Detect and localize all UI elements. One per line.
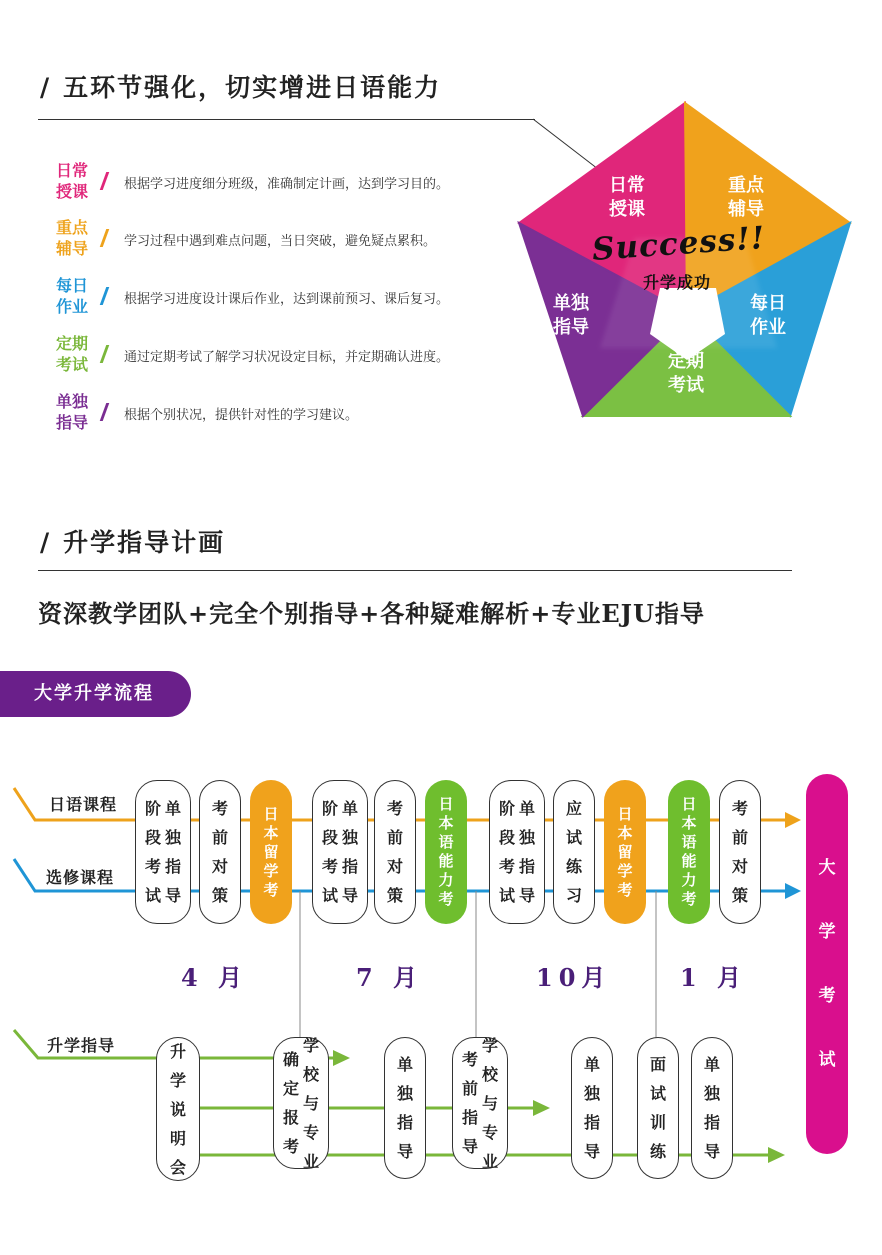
node-column	[165, 794, 181, 910]
node-char: 策	[386, 886, 403, 905]
row-label	[54, 275, 90, 317]
pentagon-label-line: 定期	[668, 351, 704, 372]
row-label	[54, 160, 90, 202]
month-label: 10月	[536, 963, 612, 992]
node-char: 专	[303, 1122, 320, 1142]
node-char: 独	[703, 1084, 720, 1103]
step-node	[691, 1037, 733, 1179]
node-char: 学	[617, 861, 633, 880]
node-char: 应	[565, 799, 582, 818]
track-label-japanese: 日语课程	[49, 795, 118, 814]
pentagon-label-line: 作业	[750, 317, 786, 338]
pentagon-label-line: 辅导	[728, 199, 764, 220]
node-char: 练	[649, 1142, 666, 1161]
node-char: 单	[703, 1055, 720, 1074]
row-label	[54, 391, 90, 433]
step-node	[312, 780, 368, 924]
track-arrow	[533, 1100, 550, 1116]
node-char: 明	[169, 1128, 186, 1148]
node-char: 学	[482, 1035, 499, 1055]
node-column	[584, 1050, 600, 1166]
node-char: 独	[396, 1084, 413, 1103]
node-char: 单	[342, 799, 359, 818]
node-char: 业	[303, 1151, 320, 1171]
university-exam-char: 考	[818, 986, 836, 1006]
node-char: 指	[703, 1113, 720, 1132]
node-char: 试	[649, 1084, 666, 1103]
row-label-line: 重点	[55, 218, 88, 237]
row-label-line: 指导	[55, 413, 88, 432]
node-char: 阶	[321, 799, 338, 818]
section1-divider	[38, 119, 535, 120]
node-char: 导	[461, 1137, 478, 1156]
node-char: 力	[681, 871, 697, 889]
node-column	[681, 795, 696, 909]
node-char: 对	[386, 857, 403, 876]
node-char: 单	[583, 1055, 600, 1074]
node-column	[283, 1045, 299, 1161]
node-char: 考	[438, 890, 454, 908]
node-char: 试	[321, 886, 338, 905]
node-char: 能	[438, 852, 454, 870]
row-text: 通过定期考试了解学习状况设定目标，并定期确认进度。	[124, 350, 450, 365]
node-column	[322, 794, 338, 910]
row-slash	[100, 345, 110, 363]
node-char: 导	[342, 886, 359, 905]
node-char: 日	[438, 795, 454, 813]
node-column	[519, 794, 535, 910]
node-char: 指	[342, 857, 359, 876]
exam-node	[425, 780, 467, 924]
pentagon-segment-label	[541, 292, 601, 340]
node-char: 导	[396, 1142, 413, 1161]
step-node	[489, 780, 545, 924]
node-char: 导	[519, 886, 536, 905]
success-script: Success!!	[590, 219, 767, 269]
pentagon-label-line: 每日	[750, 293, 786, 314]
node-char: 确	[282, 1050, 299, 1069]
flow-banner: 大学升学流程	[0, 671, 191, 717]
node-char: 日	[681, 795, 697, 813]
month-label: 1 月	[680, 963, 748, 992]
node-char: 考	[731, 799, 748, 818]
node-char: 试	[565, 828, 582, 847]
node-char: 段	[321, 828, 338, 847]
node-char: 校	[482, 1064, 499, 1084]
node-char: 报	[282, 1108, 299, 1127]
pentagon-segment-label	[597, 174, 657, 222]
node-char: 留	[263, 842, 279, 861]
row-label-line: 考试	[55, 355, 88, 374]
row-slash	[100, 287, 110, 305]
node-char: 学	[169, 1070, 186, 1090]
node-char: 前	[386, 828, 403, 847]
node-char: 前	[731, 828, 748, 847]
track-arrow	[785, 812, 801, 828]
section2-title: / 升学指导计画	[40, 528, 226, 557]
node-char: 段	[498, 828, 515, 847]
node-char: 本	[263, 823, 279, 842]
node-char: 考	[282, 1137, 299, 1156]
node-char: 对	[211, 857, 228, 876]
node-char: 学	[263, 861, 279, 880]
node-column	[212, 794, 228, 910]
step-node	[553, 780, 595, 924]
university-exam-char: 学	[818, 922, 836, 942]
row-text: 根据个别状况，提供针对性的学习建议。	[124, 408, 359, 423]
step-node	[637, 1037, 679, 1179]
pentagon-segment-label	[738, 292, 798, 340]
row-label-line: 日常	[55, 161, 88, 180]
row-label-line: 授课	[55, 182, 88, 201]
slogan: 资深教学团队+完全个别指导+各种疑难解析+专业EJU指导	[38, 599, 705, 628]
track-label-guidance: 升学指导	[47, 1036, 116, 1055]
step-node	[374, 780, 416, 924]
university-exam-char: 大	[818, 858, 836, 878]
success-label: 升学成功	[643, 273, 712, 292]
node-char: 练	[565, 857, 582, 876]
node-char: 独	[342, 828, 359, 847]
row-text: 根据学习进度设计课后作业，达到课前预习、课后复习。	[124, 292, 450, 307]
pentagon-label-line: 单独	[553, 293, 589, 314]
node-char: 考	[211, 799, 228, 818]
row-label-line: 每日	[55, 276, 88, 295]
node-char: 指	[461, 1108, 478, 1127]
row-slash	[100, 229, 110, 247]
university-exam-node	[806, 774, 848, 1154]
node-char: 指	[396, 1113, 413, 1132]
row-text: 学习过程中遇到难点问题，当日突破，避免疑点累积。	[124, 234, 437, 249]
node-char: 面	[649, 1055, 666, 1074]
node-char: 留	[617, 842, 633, 861]
node-char: 对	[731, 857, 748, 876]
node-char: 考	[461, 1050, 478, 1069]
node-column	[732, 794, 748, 910]
step-node	[719, 780, 761, 924]
pentagon-label-line: 指导	[553, 317, 589, 338]
section2-divider	[38, 570, 792, 571]
exam-node	[604, 780, 646, 924]
node-char: 说	[169, 1099, 186, 1119]
exam-node	[668, 780, 710, 924]
node-char: 策	[731, 886, 748, 905]
node-char: 校	[303, 1064, 320, 1084]
node-char: 考	[386, 799, 403, 818]
node-column	[566, 794, 582, 910]
month-label: 7 月	[356, 963, 424, 992]
node-char: 本	[438, 814, 454, 832]
exam-node	[250, 780, 292, 924]
node-char: 单	[165, 799, 182, 818]
node-char: 考	[321, 857, 338, 876]
node-char: 定	[282, 1079, 299, 1098]
row-label-line: 作业	[55, 297, 88, 316]
node-char: 前	[461, 1079, 478, 1098]
track-arrow	[785, 883, 801, 899]
node-char: 导	[165, 886, 182, 905]
row-label	[54, 333, 90, 375]
month-label: 4 月	[181, 963, 249, 992]
node-char: 策	[211, 886, 228, 905]
pentagon-label-line: 考试	[668, 375, 704, 396]
node-column	[650, 1050, 666, 1166]
node-char: 习	[565, 886, 582, 905]
node-column	[170, 1037, 186, 1182]
node-char: 能	[681, 852, 697, 870]
node-char: 专	[482, 1122, 499, 1142]
node-char: 单	[396, 1055, 413, 1074]
node-char: 考	[498, 857, 515, 876]
node-column	[482, 1031, 498, 1176]
node-char: 试	[498, 886, 515, 905]
pentagon-label-line: 重点	[728, 175, 764, 196]
node-char: 独	[519, 828, 536, 847]
track-arrow	[333, 1050, 350, 1066]
step-node	[135, 780, 191, 924]
node-char: 阶	[498, 799, 515, 818]
track-label-elective: 选修课程	[46, 868, 115, 887]
node-char: 独	[165, 828, 182, 847]
node-char: 力	[438, 871, 454, 889]
node-column	[397, 1050, 413, 1166]
pentagon-label-line: 授课	[609, 199, 645, 220]
node-char: 训	[649, 1113, 666, 1132]
row-slash	[100, 403, 110, 421]
node-char: 考	[263, 880, 279, 899]
node-char: 指	[583, 1113, 600, 1132]
node-char: 考	[681, 890, 697, 908]
node-column	[438, 795, 453, 909]
row-label-line: 单独	[55, 392, 88, 411]
step-node	[384, 1037, 426, 1179]
node-column	[342, 794, 358, 910]
step-node	[452, 1037, 508, 1169]
node-char: 与	[482, 1093, 499, 1113]
pentagon-segment-label	[716, 174, 776, 222]
node-char: 升	[169, 1041, 186, 1061]
node-char: 语	[438, 833, 454, 851]
node-char: 指	[165, 857, 182, 876]
node-char: 考	[617, 880, 633, 899]
node-column	[263, 805, 278, 900]
node-char: 日	[617, 804, 633, 823]
row-label-line: 定期	[55, 334, 88, 353]
node-char: 导	[703, 1142, 720, 1161]
row-label	[54, 217, 90, 259]
step-node	[199, 780, 241, 924]
section1-title: / 五环节强化，切实增进日语能力	[40, 73, 442, 102]
node-column	[499, 794, 515, 910]
node-char: 试	[144, 886, 161, 905]
node-char: 考	[144, 857, 161, 876]
node-column	[303, 1031, 319, 1176]
node-char: 段	[144, 828, 161, 847]
node-char: 阶	[144, 799, 161, 818]
track-arrow	[768, 1147, 785, 1163]
node-char: 与	[303, 1093, 320, 1113]
node-char: 业	[482, 1151, 499, 1171]
row-label-line: 辅导	[55, 239, 88, 258]
university-exam-char: 试	[818, 1050, 836, 1070]
step-node	[156, 1037, 200, 1181]
node-column	[387, 794, 403, 910]
node-char: 前	[211, 828, 228, 847]
node-char: 导	[583, 1142, 600, 1161]
pentagon-segment-label	[656, 350, 716, 398]
node-char: 指	[519, 857, 536, 876]
node-char: 日	[263, 804, 279, 823]
pentagon-label-line: 日常	[609, 175, 645, 196]
node-char: 本	[617, 823, 633, 842]
node-char: 语	[681, 833, 697, 851]
node-column	[704, 1050, 720, 1166]
step-node	[571, 1037, 613, 1179]
row-text: 根据学习进度细分班级，准确制定计画，达到学习目的。	[124, 177, 450, 192]
node-char: 学	[303, 1035, 320, 1055]
row-slash	[100, 172, 110, 190]
node-column	[462, 1045, 478, 1161]
node-char: 本	[681, 814, 697, 832]
node-column	[145, 794, 161, 910]
node-char: 单	[519, 799, 536, 818]
node-column	[617, 805, 632, 900]
step-node	[273, 1037, 329, 1169]
node-char: 会	[169, 1157, 186, 1177]
node-char: 独	[583, 1084, 600, 1103]
